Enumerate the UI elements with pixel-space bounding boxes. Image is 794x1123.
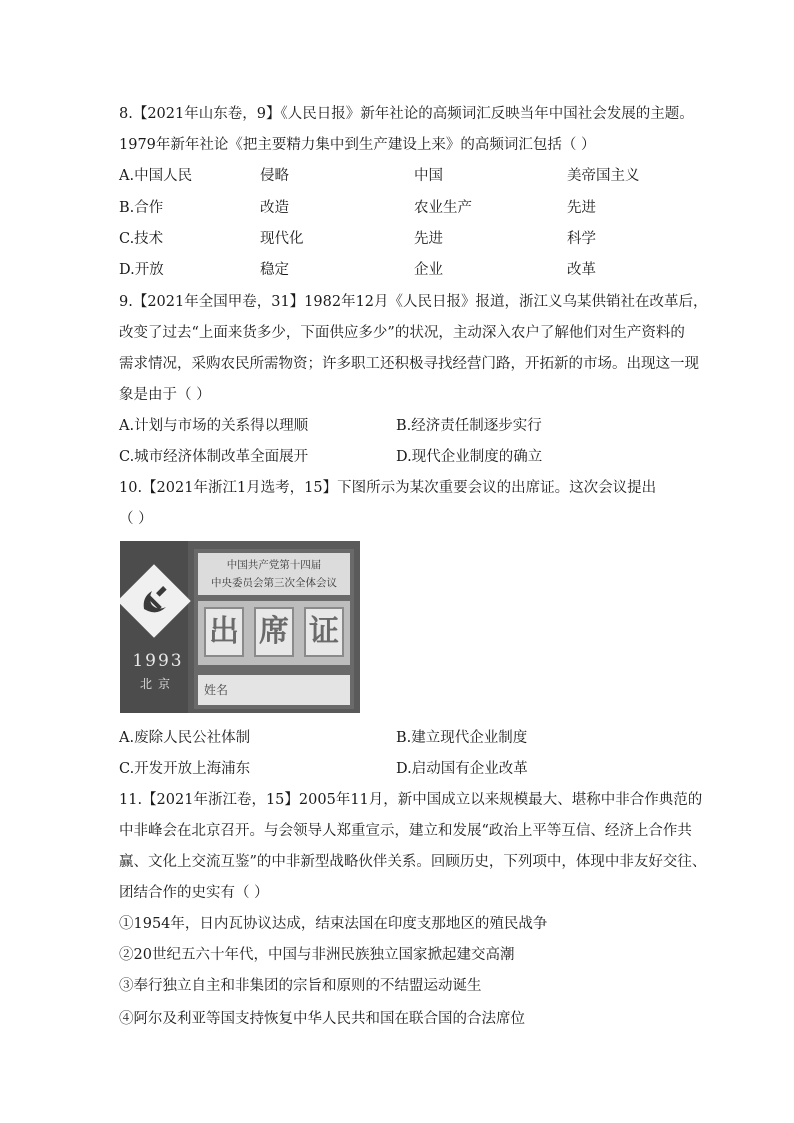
q11-item-4[interactable]: ④阿尔及利亚等国支持恢复中华人民共和国在联合国的合法席位 [119,1011,525,1027]
q9-stem-line3: 需求情况，采购农民所需物资；许多职工还积极寻找经营门路，开拓新的市场。出现这一现 [119,356,699,372]
q8-c-word2: 现代化 [260,231,304,247]
q11-stem-line4: 团结合作的史实有（ ） [119,885,269,901]
q8-b-word4: 先进 [567,200,596,216]
q8-a-word1: A.中国人民 [119,168,193,184]
q8-stem-line1: 8.【2021年山东卷，9】《人民日报》新年社论的高频词汇反映当年中国社会发展的主题。 [119,106,694,122]
q8-b-word3: 农业生产 [414,200,472,216]
certificate-title-char-3: 证 [304,607,344,657]
q8-d-word2: 稳定 [260,262,289,278]
certificate-city: 北京 [139,677,176,691]
q11-item-3[interactable]: ③奉行独立自主和非集团的宗旨和原则的不结盟运动诞生 [119,978,482,994]
certificate-title-char-2: 席 [254,607,294,657]
q11-stem-line3: 赢、文化上交流互鉴”的中非新型战略伙伴关系。回顾历史，下列项中，体现中非友好交往、 [119,854,707,870]
certificate-header-line2: 中央委员会第三次全体会议 [211,577,337,589]
q8-b-word2: 改造 [260,200,289,216]
q8-d-word4: 改革 [567,262,596,278]
q8-d-word3: 企业 [414,262,443,278]
q10-option-d[interactable]: D.启动国有企业改革 [396,761,528,777]
q9-stem-line4: 象是由于（ ） [119,387,211,403]
q9-option-b[interactable]: B.经济责任制逐步实行 [396,418,542,434]
q8-a-word4: 美帝国主义 [567,168,640,184]
q10-stem-line2: （ ） [119,511,153,527]
certificate-year: 1993 [132,651,184,671]
certificate-header [198,553,350,595]
q10-option-b[interactable]: B.建立现代企业制度 [396,730,528,746]
q9-stem-line2: 改变了过去“上面来货多少，下面供应多少”的状况，主动深入农户了解他们对生产资料的 [119,325,685,341]
q8-c-word1: C.技术 [119,231,164,247]
certificate-title-char-1: 出 [204,607,244,657]
q8-c-word4: 科学 [567,231,596,247]
q10-stem-line1: 10.【2021年浙江1月选考，15】下图所示为某次重要会议的出席证。这次会议提出 [119,480,657,496]
q9-stem-line1: 9.【2021年全国甲卷，31】1982年12月《人民日报》报道，浙江义乌某供销社在改革后， [119,294,708,310]
q11-stem-line2: 中非峰会在北京召开。与会领导人郑重宣示，建立和发展“政治上平等互信、经济上合作共 [119,823,692,839]
q11-item-2[interactable]: ②20世纪五六十年代，中国与非洲民族独立国家掀起建交高潮 [119,947,515,963]
q11-stem-line1: 11.【2021年浙江卷，15】2005年11月，新中国成立以来规模最大、堪称中非合作典范的 [119,792,703,808]
q8-c-word3: 先进 [414,231,443,247]
q9-option-a[interactable]: A.计划与市场的关系得以理顺 [119,418,309,434]
certificate-header-line1: 中国共产党第十四届 [226,559,322,571]
q8-d-word1: D.开放 [119,262,164,278]
q8-stem-line2: 1979年新年社论《把主要精力集中到生产建设上来》的高频词汇包括（ ） [119,137,596,153]
q8-a-word2: 侵略 [260,168,289,184]
q11-item-1[interactable]: ①1954年，日内瓦协议达成，结束法国在印度支那地区的殖民战争 [119,916,548,932]
attendance-certificate-photo [120,541,360,713]
q9-option-d[interactable]: D.现代企业制度的确立 [396,449,543,465]
q10-option-c[interactable]: C.开发开放上海浦东 [119,761,251,777]
q9-option-c[interactable]: C.城市经济体制改革全面展开 [119,449,309,465]
q10-option-a[interactable]: A.废除人民公社体制 [119,730,251,746]
certificate-name-field: 姓名 [198,675,350,705]
hammer-sickle-icon [136,583,172,619]
certificate-title [204,607,344,659]
q8-b-word1: B.合作 [119,200,164,216]
q8-a-word3: 中国 [414,168,443,184]
